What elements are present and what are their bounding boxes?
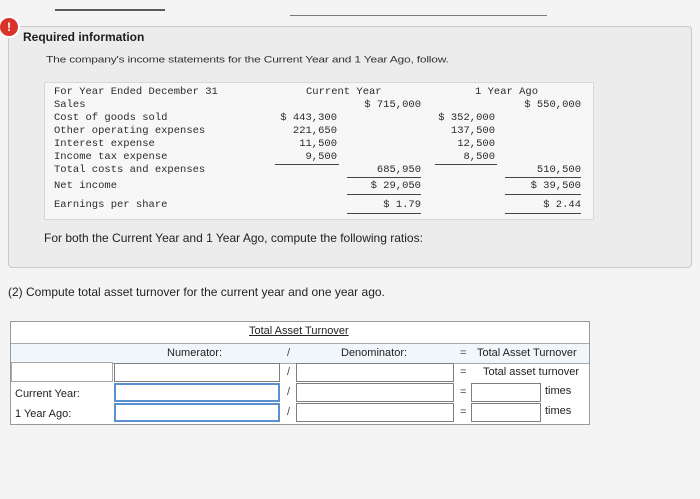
table-title-row: [11, 322, 589, 342]
sales-current: $ 715,000: [364, 99, 421, 111]
label-total-costs: Total costs and expenses: [54, 164, 206, 176]
part2-question: (2) Compute total asset turnover for the current year and one year ago.: [8, 285, 385, 299]
total-asset-turnover-table: [10, 321, 590, 425]
row-label-1-year-ago: 1 Year Ago:: [15, 408, 72, 420]
blank-label-cell: [11, 362, 113, 382]
equals-symbol: =: [460, 366, 467, 378]
prior-year-unit: times: [545, 405, 572, 417]
total-costs-current: 685,950: [376, 164, 421, 176]
current-year-result-input[interactable]: [471, 383, 541, 402]
scrolled-underline: [290, 15, 547, 16]
eps-prior: $ 2.44: [543, 199, 581, 211]
label-cogs: Cost of goods sold: [54, 112, 168, 124]
divide-symbol: /: [287, 347, 291, 359]
label-interest: Interest expense: [54, 138, 155, 150]
interest-current: 11,500: [299, 138, 337, 150]
divide-symbol: /: [287, 366, 291, 378]
label-opex: Other operating expenses: [54, 125, 206, 137]
top-scrolled-content: [0, 0, 700, 24]
opex-prior: 137,500: [450, 125, 495, 137]
scrolled-dash: [55, 9, 165, 11]
net-income-current: $ 29,050: [370, 180, 421, 192]
label-tax: Income tax expense: [54, 151, 168, 163]
tax-prior: 8,500: [463, 151, 495, 163]
label-eps: Earnings per share: [54, 199, 168, 211]
rule: [505, 177, 581, 178]
denominator-header: Denominator:: [341, 347, 408, 359]
label-net-income: Net income: [54, 180, 118, 192]
equals-symbol: =: [460, 386, 467, 398]
divide-symbol: /: [287, 406, 291, 418]
ratios-instruction: For both the Current Year and 1 Year Ago, compute the following ratios:: [44, 231, 423, 245]
tax-current: 9,500: [305, 151, 337, 163]
alert-icon: !: [0, 18, 18, 36]
prior-year-result-input[interactable]: [471, 403, 541, 422]
prior-year-numerator-input[interactable]: [114, 403, 280, 422]
current-year-unit: times: [545, 385, 572, 397]
table-title: Total Asset Turnover: [249, 325, 349, 337]
header-denominator-input[interactable]: [296, 363, 454, 382]
rule: [347, 213, 421, 214]
result-subheader: Total asset turnover: [483, 366, 579, 378]
rule: [275, 164, 339, 165]
required-information-title: Required information: [23, 30, 145, 44]
opex-current: 221,650: [292, 125, 337, 137]
current-year-numerator-input[interactable]: [114, 383, 280, 402]
intro-text: The company's income statements for the Current Year and 1 Year Ago, follow.: [46, 54, 449, 65]
divide-symbol: /: [287, 386, 291, 398]
cogs-current: $ 443,300: [280, 112, 337, 124]
table-header-row: [11, 343, 589, 364]
eps-current: $ 1.79: [383, 199, 421, 211]
col-1-year-ago: 1 Year Ago: [475, 86, 539, 98]
sales-prior: $ 550,000: [524, 99, 581, 111]
equals-symbol: =: [460, 406, 467, 418]
numerator-header: Numerator:: [167, 347, 223, 359]
rule: [505, 213, 581, 214]
period-label: For Year Ended December 31: [54, 86, 218, 98]
equals-symbol: =: [460, 347, 467, 359]
rule: [347, 177, 421, 178]
label-sales: Sales: [54, 99, 86, 111]
col-current-year: Current Year: [306, 86, 382, 98]
rule: [505, 194, 581, 195]
current-year-denominator-input[interactable]: [296, 383, 454, 402]
header-numerator-input[interactable]: [114, 363, 280, 382]
rule: [435, 164, 497, 165]
income-statement: [44, 82, 594, 220]
total-costs-prior: 510,500: [536, 164, 581, 176]
prior-year-denominator-input[interactable]: [296, 403, 454, 422]
rule: [347, 194, 421, 195]
cogs-prior: $ 352,000: [438, 112, 495, 124]
net-income-prior: $ 39,500: [530, 180, 581, 192]
result-header: Total Asset Turnover: [477, 347, 577, 359]
row-label-current-year: Current Year:: [15, 388, 80, 400]
interest-prior: 12,500: [457, 138, 495, 150]
